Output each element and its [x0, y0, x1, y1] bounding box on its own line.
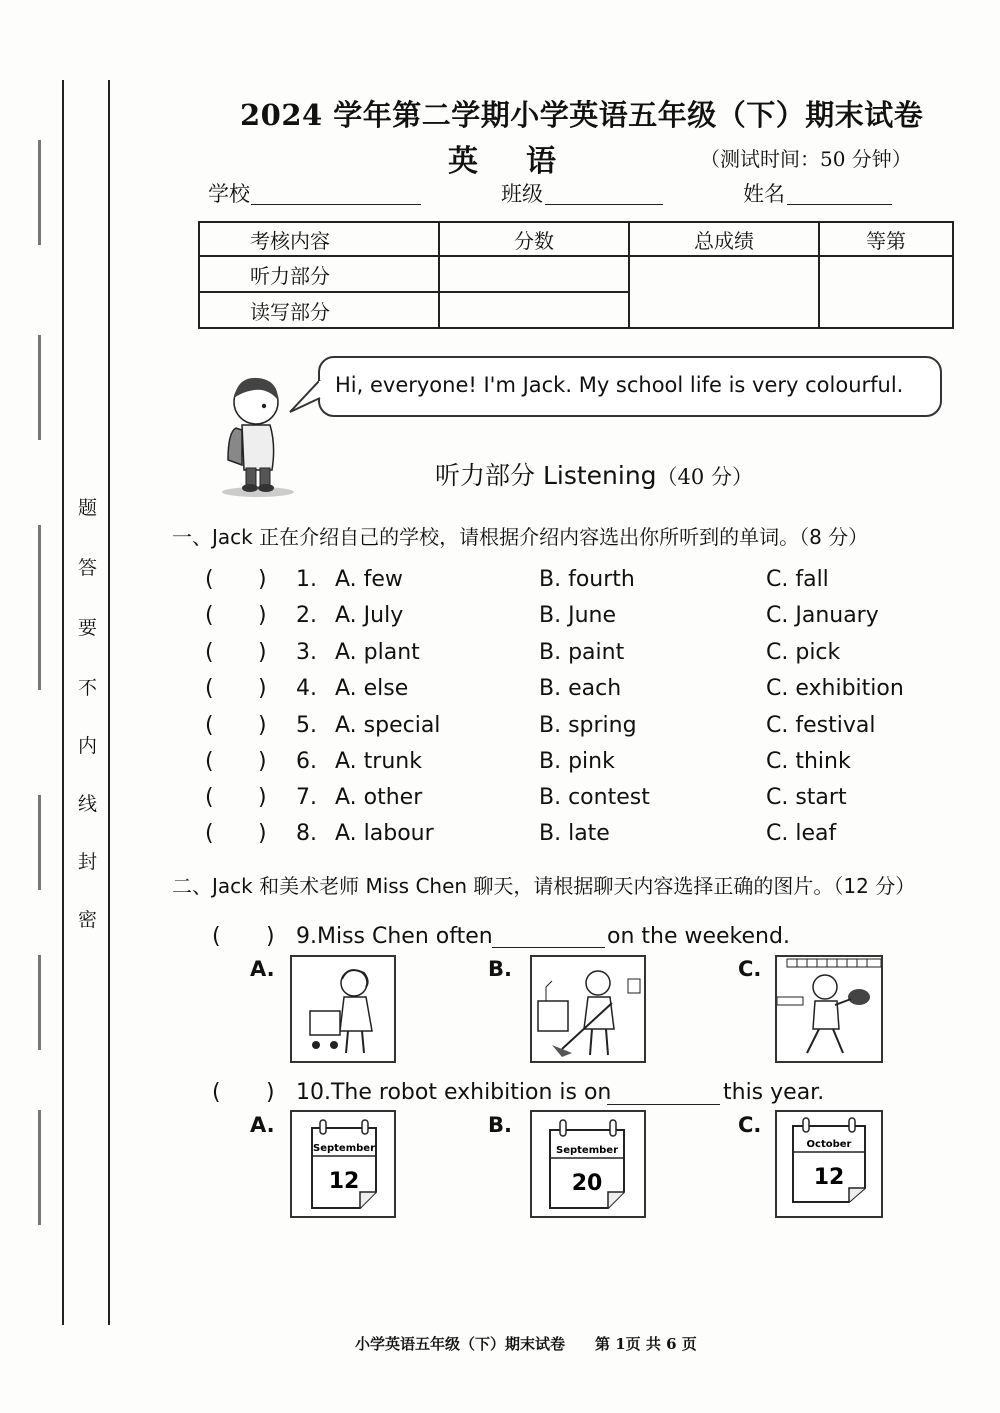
calendar-month: October [806, 1139, 852, 1150]
answer-paren-open[interactable]: ( [205, 676, 214, 701]
seal-char: 题 [78, 497, 98, 519]
score-header: 等第 [819, 222, 953, 256]
question-number: 3. [296, 640, 317, 665]
option-b: B. pink [539, 749, 615, 774]
option-b: B. late [539, 821, 610, 846]
question-row [0, 821, 1000, 851]
seal-char: 内 [78, 735, 98, 757]
question-number: 1. [296, 567, 317, 592]
question-row [0, 640, 1000, 670]
score-cell[interactable] [439, 292, 629, 328]
option-letter: C. [738, 1113, 762, 1137]
calendar-icon [292, 1112, 394, 1216]
answer-paren-close[interactable]: ) [258, 567, 267, 592]
answer-paren-close[interactable]: ) [258, 785, 267, 810]
q10-text-end: this year. [723, 1080, 825, 1105]
option-b: B. contest [539, 785, 650, 810]
option-b: B. paint [539, 640, 625, 665]
option-b: B. each [539, 676, 622, 701]
seal-char: 答 [78, 557, 98, 579]
option-a: A. special [335, 713, 441, 738]
total-score-cell[interactable] [629, 256, 819, 328]
calendar-day: 20 [571, 1171, 603, 1196]
question-row [0, 713, 1000, 743]
option-c: C. fall [766, 567, 829, 592]
seal-char: 密 [78, 909, 98, 931]
option-a: A. plant [335, 640, 420, 665]
answer-paren-open[interactable]: ( [212, 924, 221, 949]
question-9 [0, 924, 1000, 954]
question-number: 8. [296, 821, 317, 846]
seal-char: 要 [78, 617, 98, 639]
grade-cell[interactable] [819, 256, 953, 328]
question-row [0, 603, 1000, 633]
calendar-month: September [556, 1145, 618, 1156]
option-b: B. June [539, 603, 616, 628]
calendar-icon [532, 1112, 644, 1216]
part2-instruction: 二、Jack 和美术老师 Miss Chen 聊天，请根据聊天内容选择正确的图片。（12 分） [172, 874, 916, 898]
answer-paren-open[interactable]: ( [205, 821, 214, 846]
option-letter: A. [250, 957, 275, 981]
q9-text-end: on the weekend. [607, 924, 790, 949]
answer-paren-open[interactable]: ( [205, 749, 214, 774]
score-header: 分数 [439, 222, 629, 256]
q10-picture-c[interactable] [775, 1110, 883, 1218]
exam-title: 2024 学年第二学期小学英语五年级（下）期末试卷 [240, 98, 924, 132]
option-a: A. few [335, 567, 403, 592]
answer-paren-close[interactable]: ) [266, 1080, 275, 1105]
option-c: C. festival [766, 713, 876, 738]
question-number: 4. [296, 676, 317, 701]
question-number: 5. [296, 713, 317, 738]
girl-shopping-cart-icon [292, 957, 394, 1061]
q10-text: 10.The robot exhibition is on [296, 1080, 612, 1105]
q10-picture-a[interactable] [290, 1110, 396, 1218]
score-header: 总成绩 [629, 222, 819, 256]
option-c: C. exhibition [766, 676, 904, 701]
class-field[interactable] [545, 204, 663, 205]
score-row-label: 听力部分 [199, 256, 439, 292]
answer-paren-close[interactable]: ) [258, 749, 267, 774]
q10-picture-b[interactable] [530, 1110, 646, 1218]
question-row [0, 785, 1000, 815]
option-c: C. think [766, 749, 851, 774]
question-number: 6. [296, 749, 317, 774]
name-label: 姓名 [743, 182, 785, 206]
question-row [0, 749, 1000, 779]
q9-blank[interactable] [492, 947, 605, 948]
listening-heading [435, 456, 753, 492]
cut-dash [38, 335, 41, 440]
name-field[interactable] [787, 204, 892, 205]
cut-dash [38, 140, 41, 245]
option-a: A. July [335, 603, 404, 628]
score-table [198, 221, 954, 329]
speech-text: Hi, everyone! I'm Jack. My school life is very colourful. [335, 373, 904, 397]
calendar-day: 12 [813, 1165, 845, 1190]
option-a: A. labour [335, 821, 434, 846]
answer-paren-close[interactable]: ) [258, 821, 267, 846]
listening-title: 听力部分 Listening [435, 461, 657, 490]
score-row-label: 读写部分 [199, 292, 439, 328]
score-header: 考核内容 [199, 222, 439, 256]
answer-paren-close[interactable]: ) [258, 603, 267, 628]
q9-picture-c[interactable] [775, 955, 883, 1063]
answer-paren-open[interactable]: ( [212, 1080, 221, 1105]
option-letter: B. [488, 957, 512, 981]
calendar-icon [777, 1112, 881, 1216]
calendar-day: 12 [328, 1169, 360, 1194]
girl-sweeping-icon [532, 957, 644, 1061]
score-cell[interactable] [439, 256, 629, 292]
part1-instruction: 一、Jack 正在介绍自己的学校，请根据介绍内容选出你所听到的单词。（8 分） [172, 525, 869, 549]
time-note: （测试时间：50 分钟） [700, 147, 912, 171]
girl-table-tennis-icon [777, 957, 881, 1061]
jack-illustration [198, 370, 298, 500]
answer-paren-open[interactable]: ( [205, 785, 214, 810]
answer-paren-open[interactable]: ( [205, 640, 214, 665]
seal-char: 封 [78, 851, 98, 873]
question-row [0, 676, 1000, 706]
page-footer: 小学英语五年级（下）期末试卷 第 1页 共 6 页 [355, 1335, 697, 1353]
q9-picture-a[interactable] [290, 955, 396, 1063]
option-a: A. else [335, 676, 409, 701]
school-label: 学校 [208, 182, 250, 206]
answer-paren-open[interactable]: ( [205, 567, 214, 592]
answer-paren-open[interactable]: ( [205, 603, 214, 628]
option-b: B. fourth [539, 567, 635, 592]
option-c: C. leaf [766, 821, 837, 846]
seal-char: 不 [78, 677, 98, 699]
question-number: 2. [296, 603, 317, 628]
question-row [0, 567, 1000, 597]
option-c: C. start [766, 785, 847, 810]
cut-dash [38, 955, 41, 1050]
answer-paren-close[interactable]: ) [258, 640, 267, 665]
option-letter: A. [250, 1113, 275, 1137]
question-10 [0, 1080, 1000, 1110]
option-b: B. spring [539, 713, 637, 738]
listening-points: （40 分） [656, 465, 753, 489]
speech-bubble-tail [288, 378, 322, 414]
calendar-month: September [313, 1143, 375, 1154]
q9-text: 9.Miss Chen often [296, 924, 493, 949]
school-field[interactable] [251, 204, 421, 205]
option-letter: B. [488, 1113, 512, 1137]
option-a: A. trunk [335, 749, 422, 774]
cut-dash [38, 1110, 41, 1225]
answer-paren-close[interactable]: ) [258, 676, 267, 701]
answer-paren-close[interactable]: ) [258, 713, 267, 738]
answer-paren-open[interactable]: ( [205, 713, 214, 738]
question-number: 7. [296, 785, 317, 810]
q10-blank[interactable] [607, 1104, 720, 1105]
answer-paren-close[interactable]: ) [266, 924, 275, 949]
option-c: C. pick [766, 640, 841, 665]
option-c: C. January [766, 603, 879, 628]
class-label: 班级 [501, 182, 543, 206]
option-letter: C. [738, 957, 762, 981]
q9-picture-b[interactable] [530, 955, 646, 1063]
option-a: A. other [335, 785, 423, 810]
seal-char: 线 [78, 793, 98, 815]
subject-title: 英语 [448, 144, 604, 179]
